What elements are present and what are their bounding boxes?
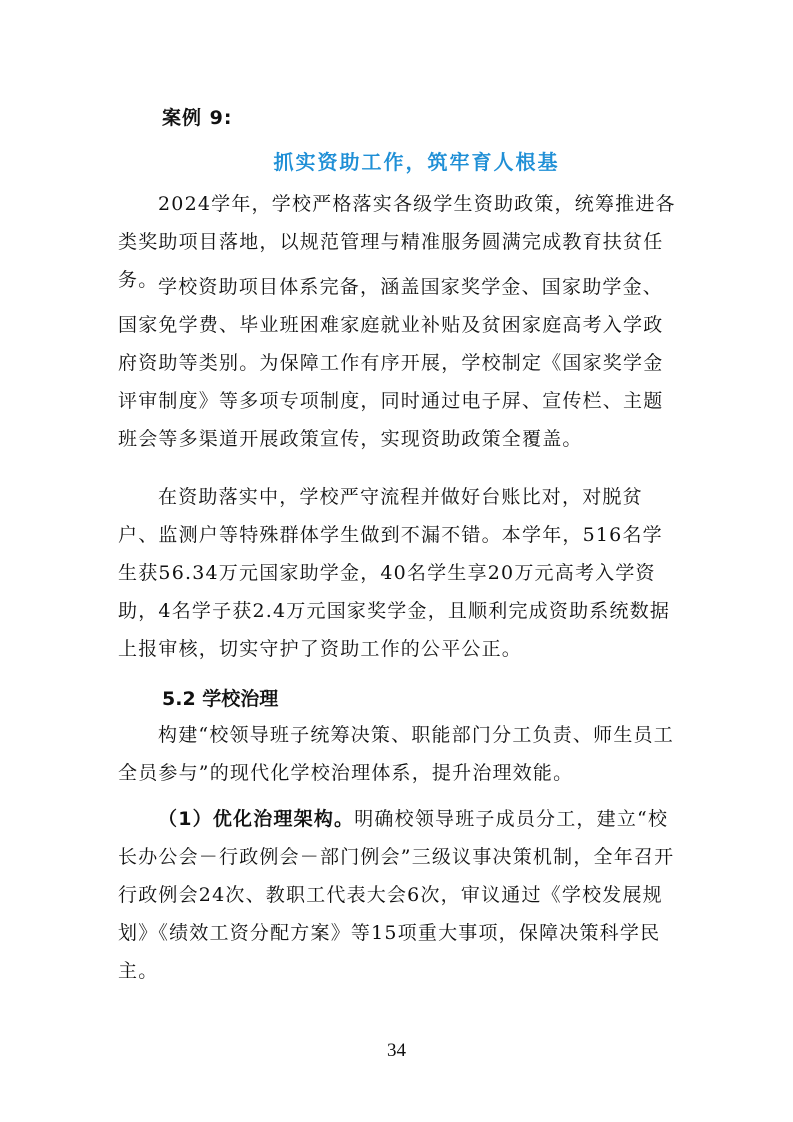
paragraph-implementation — [118, 478, 678, 668]
paragraph-text: 2024学年，学校严格落实各级学生资助政策，统筹推进各类奖助项目落地，以规范管理与精准服务圆满完成教育扶贫任务。 — [118, 193, 676, 291]
item-text: 明确校领导班子成员分工，建立“校长办公会－行政例会－部门例会”三级议事决策机制，全年召开行政例会24次、教职工代表大会6次，审议通过《学校发展规划》《绩效工资分配方案》等15项重大事项，保障决策科学民主。 — [118, 808, 675, 982]
paragraph-governance-item — [118, 800, 678, 990]
paragraph-system — [118, 268, 678, 458]
paragraph-text: 在资助落实中，学校严守流程并做好台账比对，对脱贫户、监测户等特殊群体学生做到不漏不错。本学年，516名学生获56.34万元国家助学金，40名学生享20万元高考入学资助，4名学子获2.4万元国家奖学金，且顺利完成资助系统数据上报审核，切实守护了资助工作的公平公正。 — [118, 486, 671, 660]
paragraph-text: 学校资助项目体系完备，涵盖国家奖学金、国家助学金、国家免学费、毕业班困难家庭就业补贴及贫困家庭高考入学政府资助等类别。为保障工作有序开展，学校制定《国家奖学金评审制度》等多项专项制度，同时通过电子屏、宣传栏、主题班会等多渠道开展政策宣传，实现资助政策全覆盖。 — [118, 276, 664, 450]
section-heading: 5.2 学校治理 — [162, 688, 279, 710]
item-lead: （1）优化治理架构。 — [158, 808, 355, 830]
paragraph-text: 构建“校领导班子统筹决策、职能部门分工负责、师生员工全员参与”的现代化学校治理体系，提升治理效能。 — [118, 724, 674, 784]
page-number: 34 — [387, 1040, 406, 1061]
case-label: 案例 9: — [162, 107, 233, 129]
paragraph-governance-intro — [118, 716, 678, 792]
case-title: 抓实资助工作，筑牢育人根基 — [273, 150, 560, 174]
